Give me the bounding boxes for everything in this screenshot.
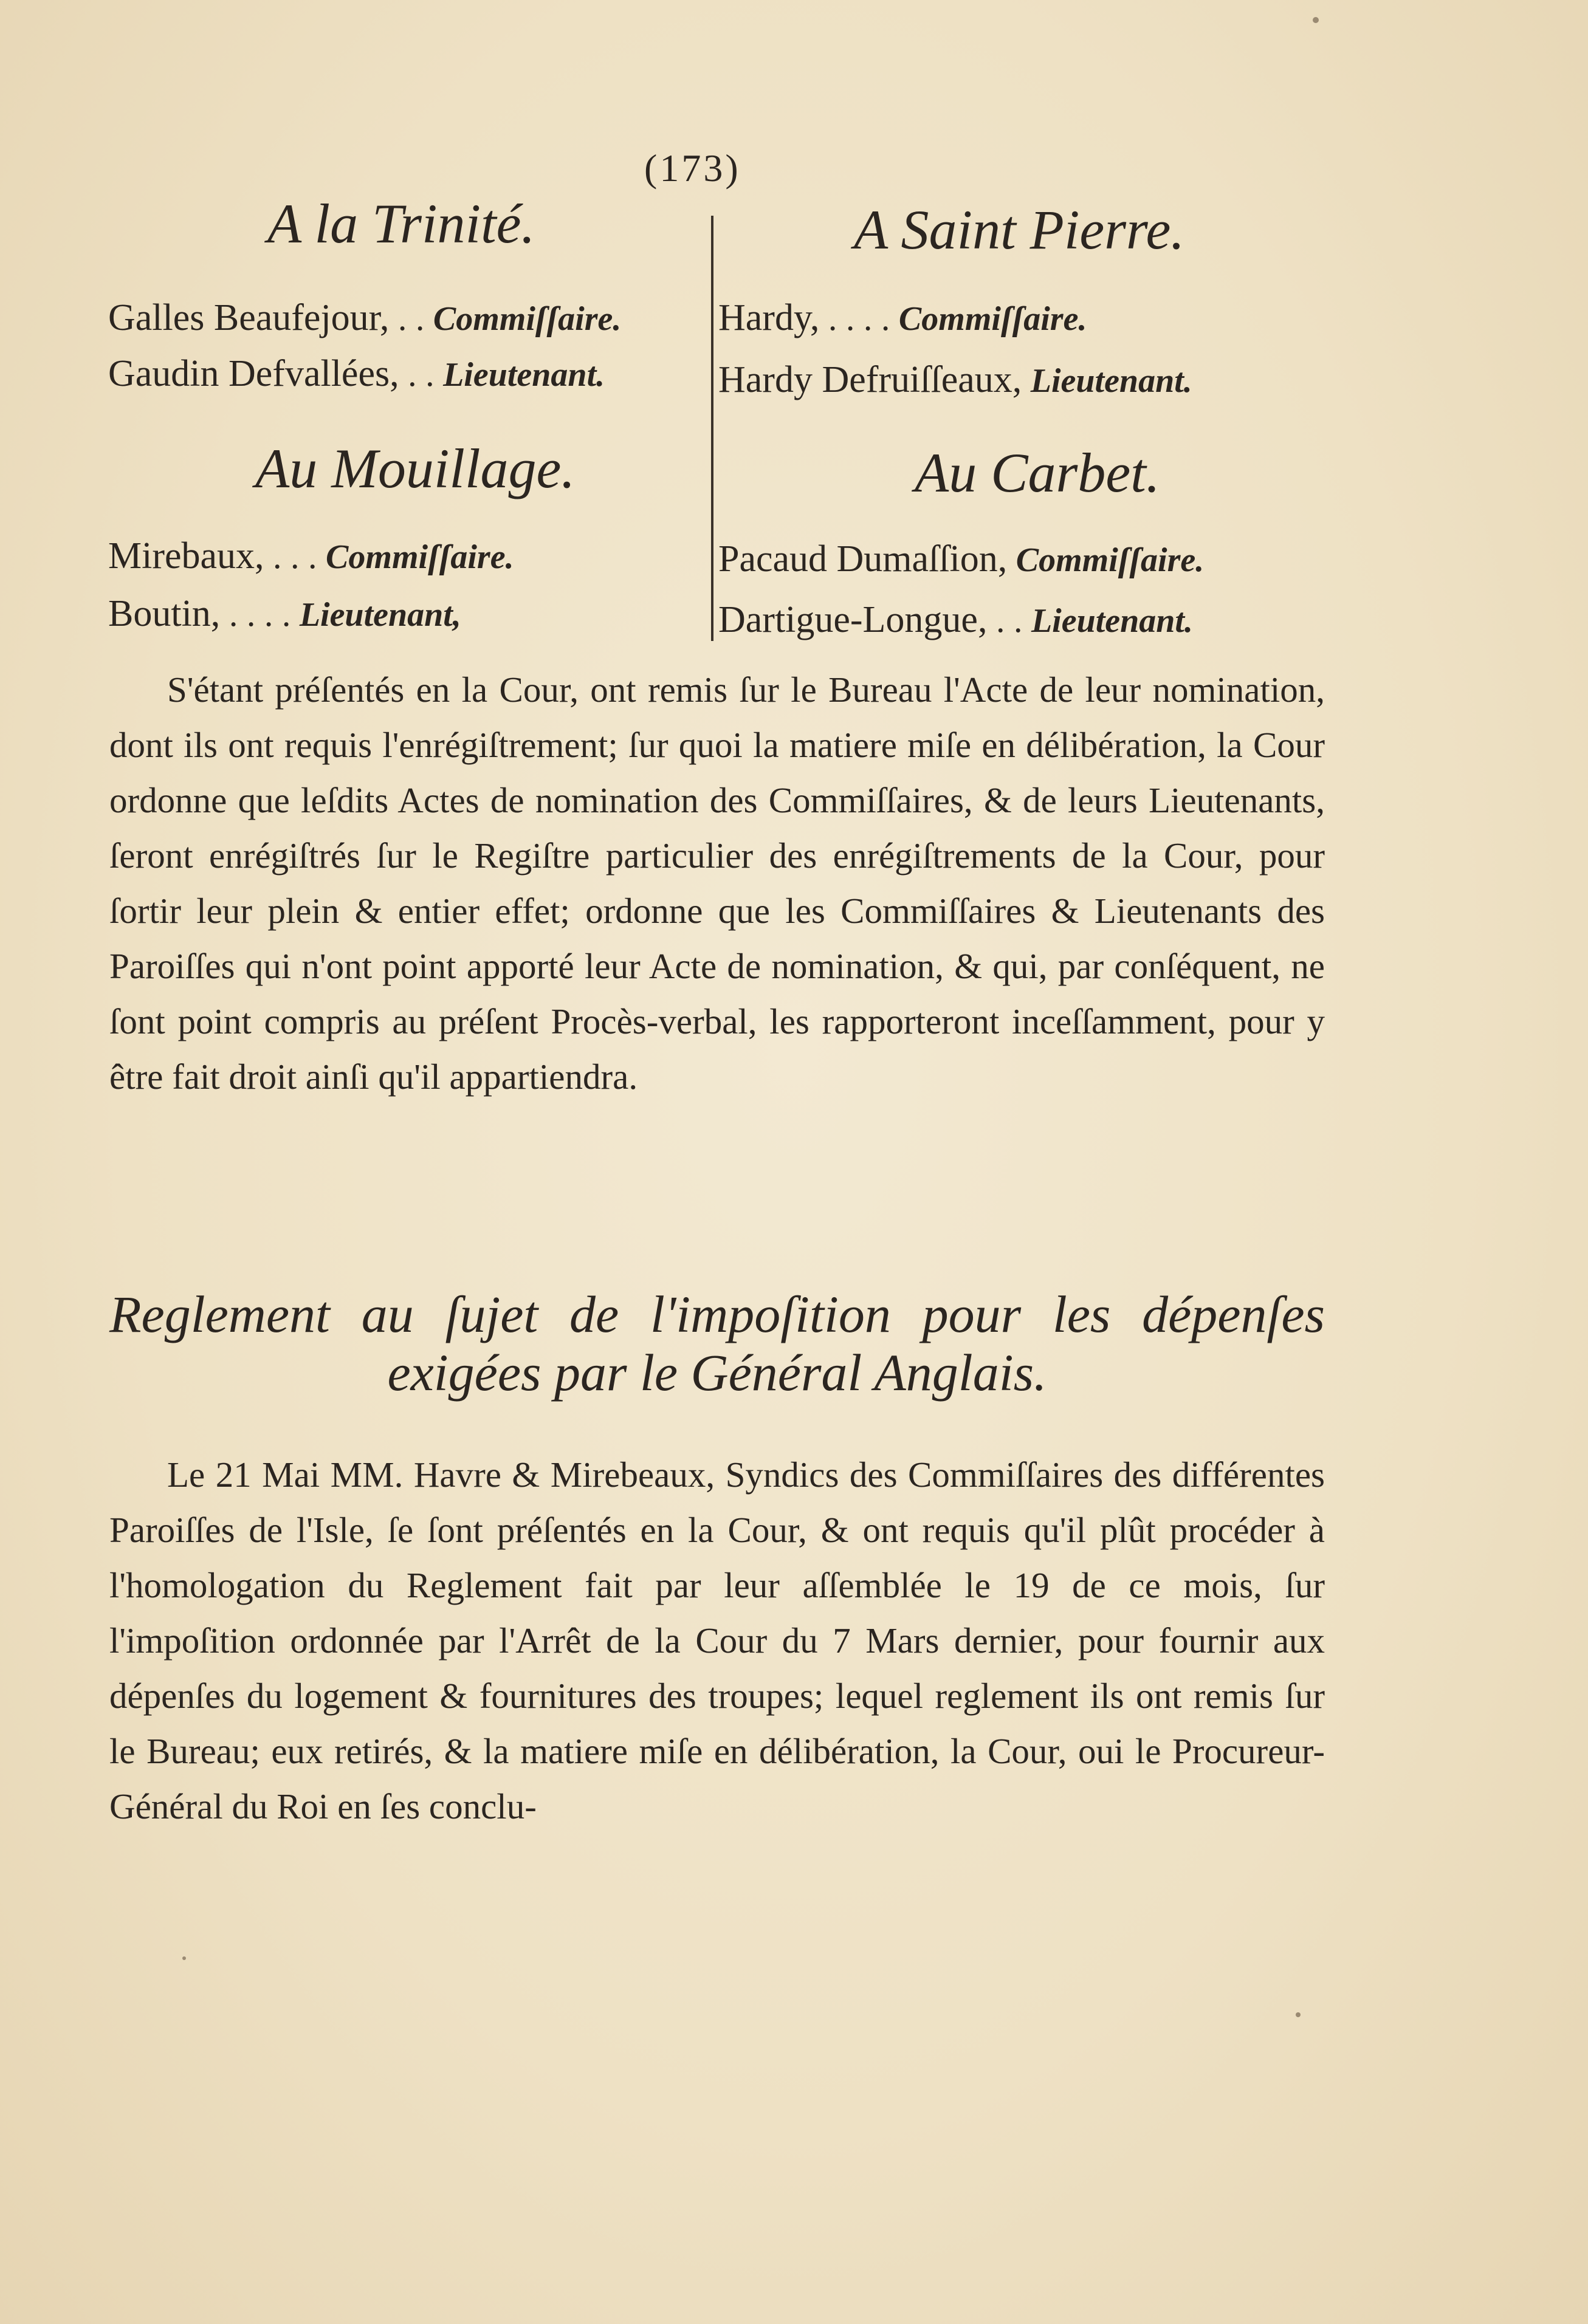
- entry-name: Gaudin Defvallées,: [108, 353, 399, 394]
- entry-name: Dartigue-Longue,: [718, 599, 988, 640]
- entry-name: Boutin,: [108, 593, 221, 634]
- entry-name: Hardy Defruiſſeaux,: [718, 359, 1022, 400]
- entry-name: Galles Beaufejour,: [108, 297, 390, 338]
- entry-role: Commiſſaire.: [326, 538, 514, 576]
- entry-dots: . . . .: [819, 298, 899, 338]
- list-item: [108, 592, 461, 636]
- entry-role: Commiſſaire.: [433, 300, 622, 338]
- heading-au-carbet: Au Carbet.: [915, 442, 1160, 504]
- list-item: [108, 296, 621, 340]
- paragraph-reglement: [109, 1447, 1325, 1834]
- entry-role: Lieutenant,: [299, 596, 461, 634]
- heading-la-trinite: A la Trinité.: [267, 193, 535, 255]
- list-item: [718, 296, 1087, 340]
- section-title-line-1: Reglement au ſujet de l'impoſition pour les dépenſes: [109, 1285, 1325, 1343]
- column-divider: [711, 216, 713, 641]
- entry-role: Lieutenant.: [443, 356, 605, 394]
- entry-name: Pacaud Dumaſſion,: [718, 538, 1008, 580]
- paper-speck: [1296, 2012, 1301, 2017]
- paragraph-registration: [109, 662, 1325, 1105]
- page-number: (173): [644, 146, 741, 190]
- paragraph-text: S'étant préſentés en la Cour, ont remis ſur le Bureau l'Acte de leur nomination, dont ils ont requis l'enrégiſtrement; ſur quoi la matiere miſe en délibération, la Cour ordonne que leſdits Actes de nomination des Commiſſaires, & de leurs Lieutenants, ſeront enrégiſtrés ſur le Regiſtre particulier des enrégiſtrements de la Cour, pour ſortir leur plein & entier effet; ordonne que les Commiſſaires & Lieutenants des Paroiſſes qui n'ont point apporté leur Acte de nomination, & qui, par conſéquent, ne ſont point compris au préſent Procès-verbal, les rapporteront inceſſamment, pour y être fait droit ainſi qu'il appartiendra.: [109, 670, 1325, 1097]
- entry-dots: . .: [399, 354, 444, 394]
- entry-role: Commiſſaire.: [1016, 541, 1205, 579]
- entry-dots: . . . .: [220, 594, 300, 634]
- entry-name: Mirebaux,: [108, 535, 264, 577]
- heading-saint-pierre: A Saint Pierre.: [854, 199, 1185, 261]
- entry-dots: . . .: [264, 536, 326, 576]
- list-item: [718, 598, 1193, 642]
- list-item: [108, 535, 514, 578]
- paper-speck: [1313, 17, 1319, 23]
- section-title-line-2: exigées par le Général Anglais.: [387, 1343, 1047, 1402]
- section-title: [109, 1285, 1325, 1402]
- entry-dots: [1022, 360, 1031, 400]
- heading-au-mouillage: Au Mouillage.: [255, 437, 576, 499]
- paper-speck: [182, 1956, 186, 1960]
- entry-role: Commiſſaire.: [898, 300, 1087, 338]
- list-item: [718, 538, 1204, 581]
- entry-dots: . .: [987, 600, 1031, 640]
- entry-dots: [1007, 540, 1016, 579]
- list-item: [718, 358, 1192, 402]
- entry-dots: . .: [389, 298, 433, 338]
- entry-name: Hardy,: [718, 297, 820, 338]
- entry-role: Lieutenant.: [1031, 602, 1193, 640]
- paragraph-text: Le 21 Mai MM. Havre & Mirebeaux, Syndics des Commiſſaires des différentes Paroiſſes de l'Isle, ſe ſont préſentés en la Cour, & ont requis qu'il plût procéder à l'homologation du Reglement fait par leur aſſemblée le 19 de ce mois, ſur l'impoſition ordonnée par l'Arrêt de la Cour du 7 Mars dernier, pour fournir aux dépenſes du logement & fournitures des troupes; lequel reglement ils ont remis ſur le Bureau; eux retirés, & la matiere miſe en délibération, la Cour, oui le Procureur-Général du Roi en ſes conclu-: [109, 1455, 1325, 1826]
- entry-role: Lieutenant.: [1030, 362, 1192, 400]
- list-item: [108, 352, 605, 396]
